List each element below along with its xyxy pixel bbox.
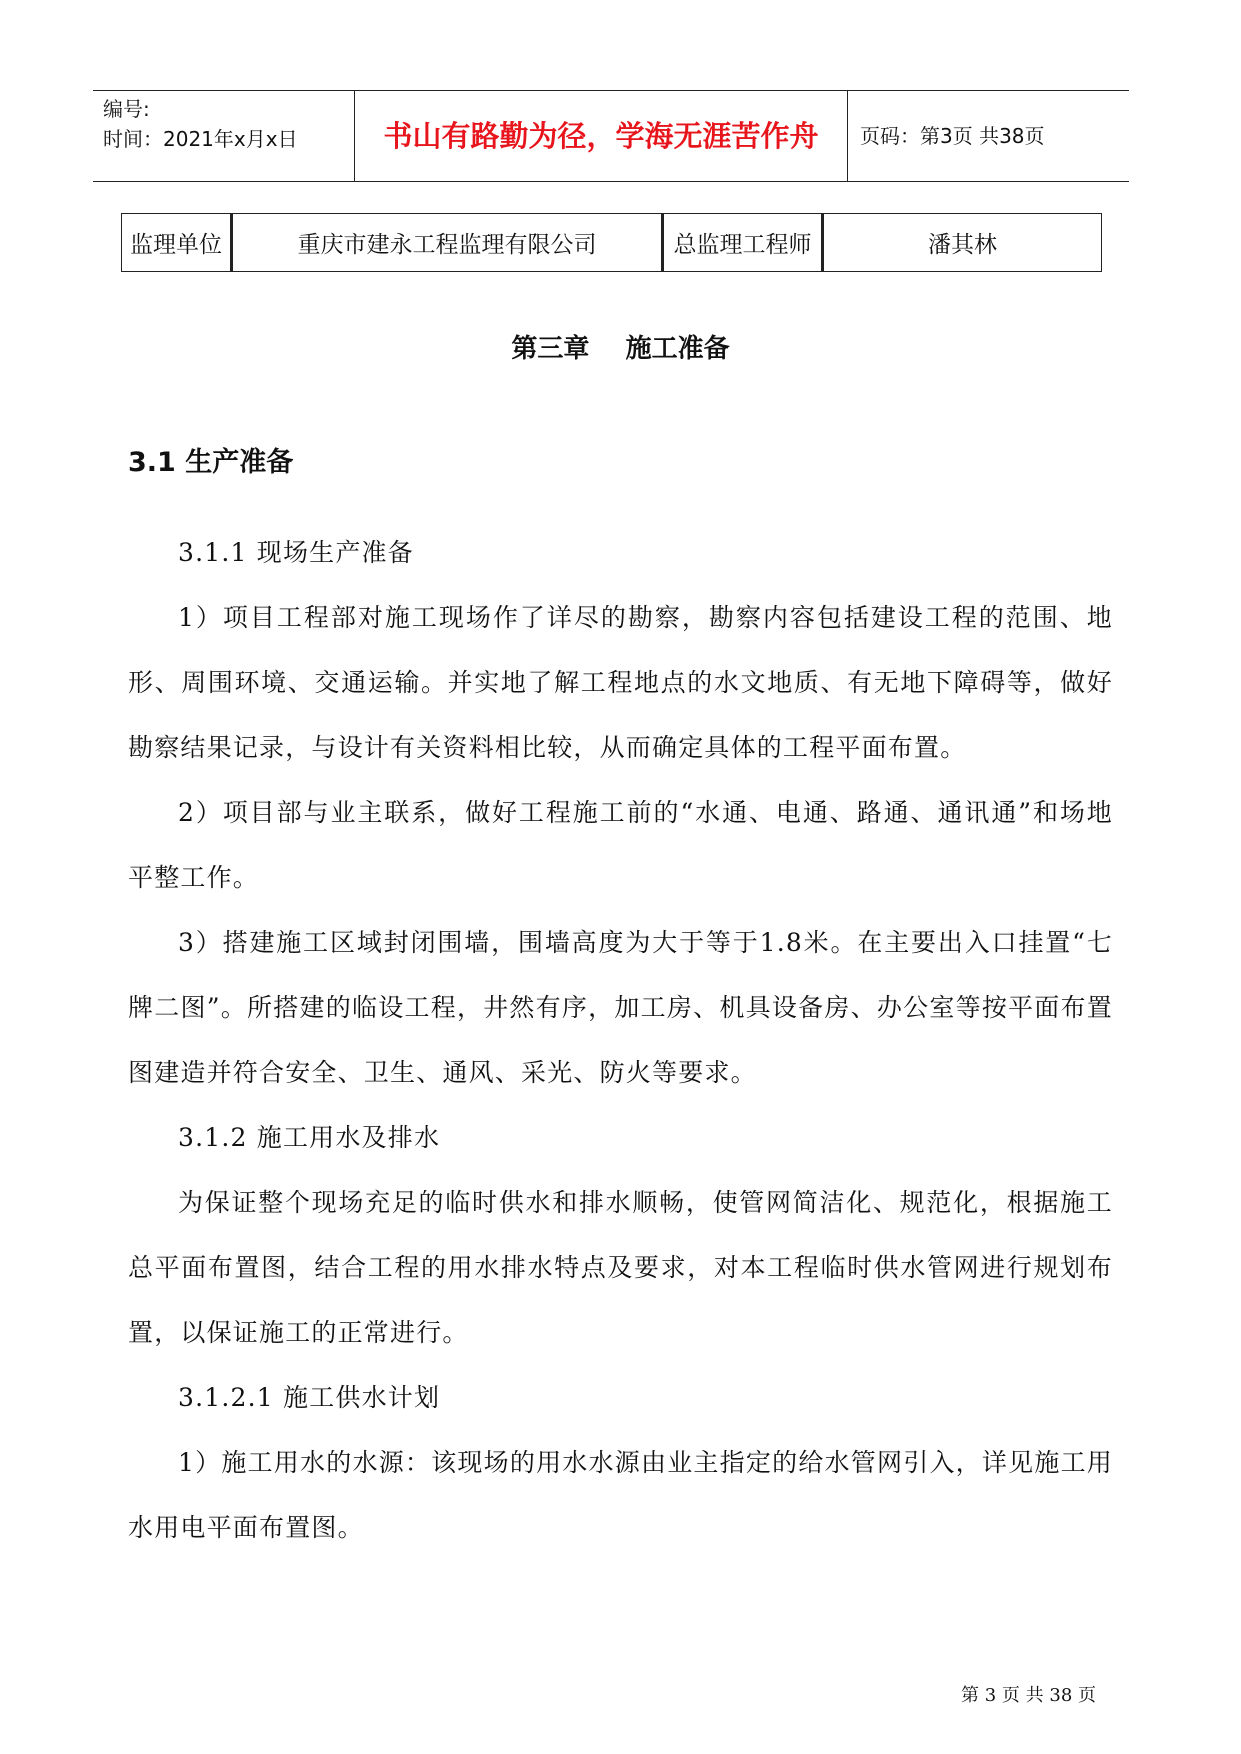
paragraph: 2）项目部与业主联系，做好工程施工前的“水通、电通、路通、通讯通”和场地平整工作。 xyxy=(128,798,1113,892)
header-meta xyxy=(93,91,355,181)
supervision-unit-label: 监理单位 xyxy=(122,214,232,272)
document-number-label: 编号: xyxy=(103,97,150,121)
subsection-heading: 3.1.2 施工用水及排水 xyxy=(178,1123,441,1152)
header-page-info: 页码：第3页 共38页 xyxy=(860,123,1045,148)
chief-engineer-label: 总监理工程师 xyxy=(663,214,823,272)
chief-engineer-value: 潘其林 xyxy=(823,214,1102,272)
table-row xyxy=(122,214,1102,272)
subsection-heading: 3.1.2.1 施工供水计划 xyxy=(178,1383,441,1412)
header-motto: 书山有路勤为径，学海无涯苦作舟 xyxy=(355,91,848,181)
paragraph: 为保证整个现场充足的临时供水和排水顺畅，使管网简洁化、规范化，根据施工总平面布置图，结合工程的用水排水特点及要求，对本工程临时供水管网进行规划布置，以保证施工的正常进行。 xyxy=(128,1188,1113,1347)
document-body xyxy=(128,520,1113,1560)
supervision-info-table xyxy=(121,213,1102,272)
paragraph: 1）项目工程部对施工现场作了详尽的勘察，勘察内容包括建设工程的范围、地形、周围环境、交通运输。并实地了解工程地点的水文地质、有无地下障碍等，做好勘察结果记录，与设计有关资料相比较，从而确定具体的工程平面布置。 xyxy=(128,603,1113,762)
supervision-unit-value: 重庆市建永工程监理有限公司 xyxy=(232,214,663,272)
paragraph: 3）搭建施工区域封闭围墙，围墙高度为大于等于1.8米。在主要出入口挂置“七牌二图”。所搭建的临设工程，井然有序，加工房、机具设备房、办公室等按平面布置图建造并符合安全、卫生、通风、采光、防火等要求。 xyxy=(128,928,1113,1087)
page-header xyxy=(93,90,1129,182)
paragraph: 1）施工用水的水源：该现场的用水水源由业主指定的给水管网引入，详见施工用水用电平面布置图。 xyxy=(128,1448,1113,1542)
chapter-title: 第三章 施工准备 xyxy=(511,334,730,364)
subsection-heading: 3.1.1 现场生产准备 xyxy=(178,538,414,567)
page-footer: 第 3 页 共 38 页 xyxy=(961,1685,1096,1706)
section-heading: 3.1 生产准备 xyxy=(128,447,294,478)
document-time-label: 时间：2021年x月x日 xyxy=(103,127,298,151)
